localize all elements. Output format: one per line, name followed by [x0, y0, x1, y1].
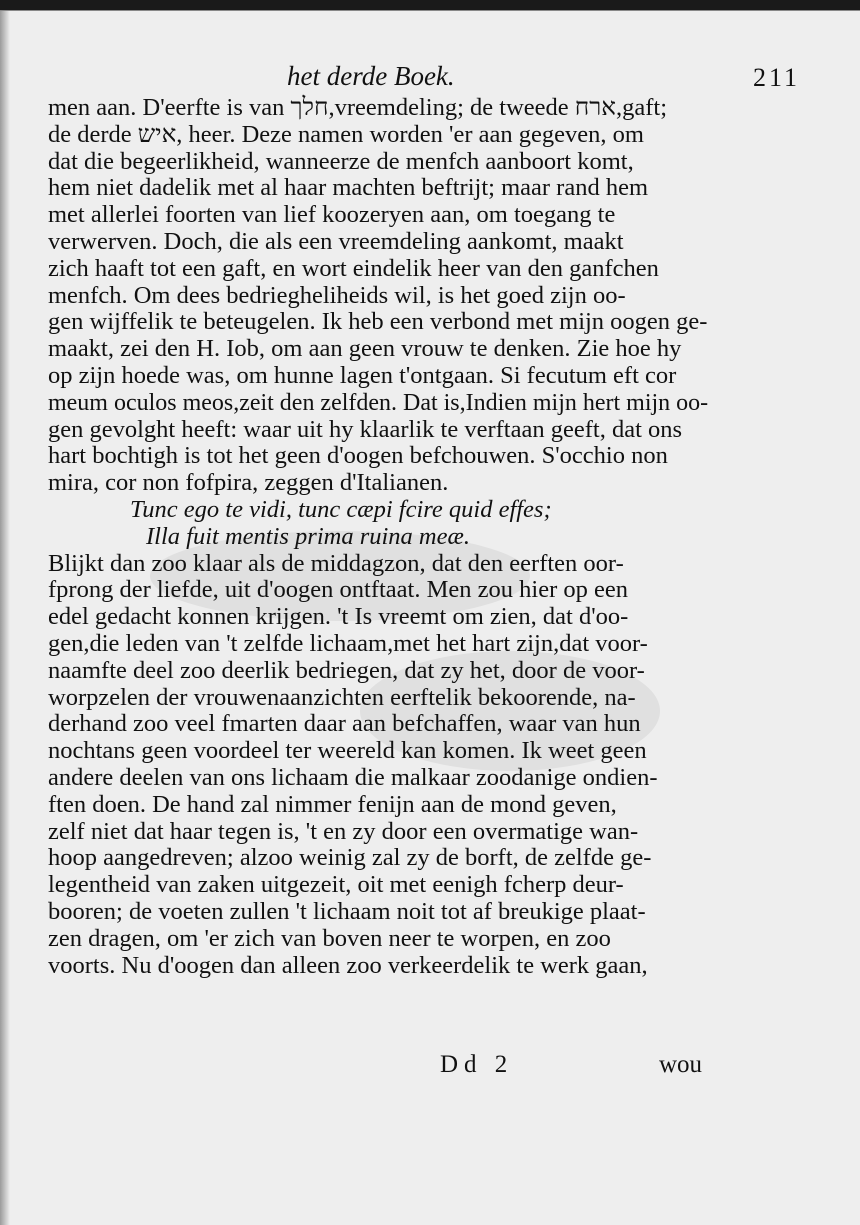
body-text — [48, 95, 708, 979]
text-line: hart bochtigh is tot het geen d'oogen befchouwen. S'occhio non — [48, 442, 668, 470]
text-line: de derde איש, heer. Deze namen worden 'er aan gegeven, om — [48, 120, 644, 148]
catchword: wou — [658, 1051, 702, 1078]
text-line: hem niet dadelik met al haar machten beftrijt; maar rand hem — [48, 174, 648, 202]
text-line: legentheid van zaken uitgezeit, oit met eenigh fcherp deur- — [48, 871, 624, 899]
book-page — [0, 10, 860, 1225]
text-line: gen wijffelik te beteugelen. Ik heb een verbond met mijn oogen ge- — [48, 308, 708, 336]
text-line: met allerlei foorten van lief koozeryen aan, om toegang te — [48, 201, 616, 229]
text-line: maakt, zei den H. Iob, om aan geen vrouw te denken. Zie hoe hy — [48, 335, 682, 363]
text-line: meum oculos meos,zeit den zelfden. Dat is,Indien mijn hert mijn oo- — [48, 388, 709, 416]
text-line: verwerven. Doch, die als een vreemdeling aankomt, maakt — [48, 227, 624, 255]
verse-line: Illa fuit mentis prima ruina meæ. — [146, 522, 470, 550]
verse-line: Tunc ego te vidi, tunc cæpi fcire quid effes; — [130, 495, 552, 523]
text-line: voorts. Nu d'oogen dan alleen zoo verkeerdelik te werk gaan, — [48, 951, 648, 979]
running-title: het derde Boek. — [287, 61, 455, 91]
text-line: hoop aangedreven; alzoo weinig zal zy de borft, de zelfde ge- — [48, 844, 652, 872]
text-line: zen dragen, om 'er zich van boven neer te worpen, en zoo — [48, 924, 611, 952]
signature-mark: Dd 2 — [440, 1051, 514, 1078]
page-footer — [0, 1051, 860, 1081]
text-line: gen,die leden van 't zelfde lichaam,met het hart zijn,dat voor- — [48, 629, 648, 657]
text-line: mira, cor non fofpira, zeggen d'Italianen. — [48, 469, 449, 497]
text-line: edel gedacht konnen krijgen. 't Is vreemt om zien, dat d'oo- — [48, 603, 629, 631]
text-line: fprong der liefde, uit d'oogen ontftaat. Men zou hier op een — [48, 576, 628, 604]
text-line: dat die begeerlikheid, wanneerze de menfch aanboort komt, — [48, 147, 634, 175]
text-line: ften doen. De hand zal nimmer fenijn aan de mond geven, — [48, 790, 617, 818]
text-line: nochtans geen voordeel ter weereld kan komen. Ik weet geen — [48, 737, 647, 765]
text-line: menfch. Om dees bedriegheliheids wil, is het goed zijn oo- — [48, 281, 626, 309]
text-line: andere deelen van ons lichaam die malkaar zoodanige ondien- — [48, 763, 658, 791]
page-number: 211 — [752, 63, 800, 92]
text-line: derhand zoo veel fmarten daar aan befchaffen, waar van hun — [48, 710, 641, 738]
text-line: Blijkt dan zoo klaar als de middagzon, dat den eerften oor- — [48, 549, 624, 577]
text-line: worpzelen der vrouwenaanzichten eerftelik bekoorende, na- — [48, 683, 636, 711]
text-line: men aan. D'eerfte is van חלך,vreemdeling; de tweede ארח,gaft; — [48, 94, 668, 121]
text-line: naamfte deel zoo deerlik bedriegen, dat zy het, door de voor- — [48, 656, 645, 684]
text-line: zich haaft tot een gaft, en wort eindelik heer van den ganfchen — [48, 254, 659, 282]
text-line: booren; de voeten zullen 't lichaam noit tot af breukige plaat- — [48, 897, 646, 925]
text-line: zelf niet dat haar tegen is, 't en zy door een overmatige wan- — [48, 817, 639, 845]
page-edge-shadow — [0, 11, 10, 1225]
text-line: gen gevolght heeft: waar uit hy klaarlik te verftaan geeft, dat ons — [48, 415, 683, 443]
text-line: op zijn hoede was, om hunne lagen t'ontgaan. Si fecutum eft cor — [48, 361, 677, 389]
